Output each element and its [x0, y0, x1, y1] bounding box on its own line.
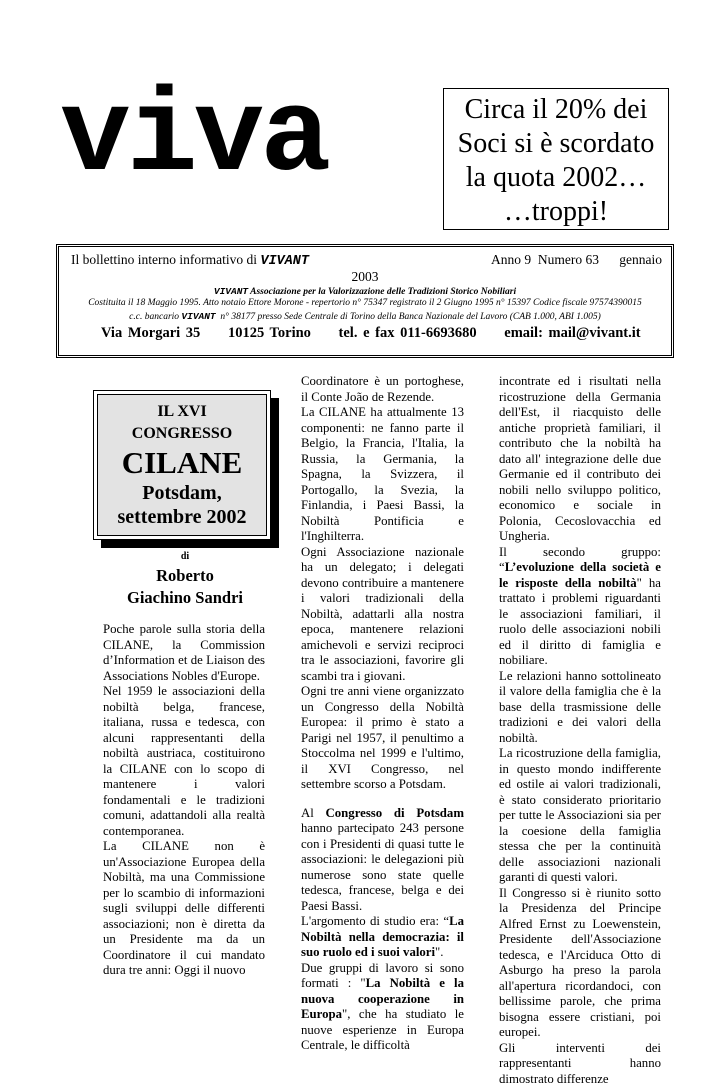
congress-line: Potsdam, [98, 481, 266, 505]
congress-line: CONGRESSO [98, 423, 266, 445]
congress-title-box [93, 390, 271, 540]
masthead-title: viva [60, 80, 327, 198]
article-column-1 [103, 622, 265, 979]
byline-di: di [100, 551, 270, 562]
paragraph: Il secondo gruppo: “L’evoluzione della società e le risposte della nobiltà" ha trattato i problemi riguardanti le associazioni familiari, il ruolo delle associazioni nobili ed il diritto di famiglia e nobiliare. [499, 545, 661, 669]
paragraph: Poche parole sulla storia della CILANE, la Commission d’Information et de Liaison des Associations Nobles d'Europe. [103, 622, 265, 684]
info-header-row [67, 249, 663, 267]
email: email: mail@vivant.it [504, 325, 640, 341]
headline-box [443, 88, 669, 230]
author-name: Roberto Giachino Sandri [100, 565, 270, 609]
congress-title: CILANE [98, 445, 266, 481]
article-column-2 [301, 374, 464, 1054]
headline-line: …troppi! [444, 195, 668, 229]
info-box [56, 244, 674, 358]
paragraph: Due gruppi di lavoro si sono formati : "La Nobiltà e la nuova cooperazione in Europa", che ha studiato le nuove esperienze in Europa Centrale, le difficoltà [301, 961, 464, 1054]
article-column-3 [499, 374, 661, 1087]
congress-line: settembre 2002 [98, 505, 266, 529]
paragraph: Nel 1959 le associazioni della nobiltà belga, francese, italiana, russa e tedesca, con alcuni rappresentanti della nobiltà austriaca, costituirono la CILANE con lo scopo di mantenere i valori fondamentali e le tradizioni comuni, adattandoli alla realtà contemporanea. [103, 684, 265, 839]
paragraph: Il Congresso si è riunito sotto la Presidenza del Principe Alfred Ernst zu Loewenstein, Presidente dell'Associazione tedesca, e l'Arciduca Otto di Asburgo ha preso la parola all'apertura ricordandoci, con bellissime parole, che prima bisogna essere cristiani, poi europei. [499, 886, 661, 1041]
issue-info: Anno 9 Numero 63 gennaio [491, 252, 662, 268]
issue-year: 2003 [67, 269, 663, 285]
paragraph: L'argomento di studio era: “La Nobiltà nella democrazia: il suo ruolo ed i suoi valori". [301, 914, 464, 961]
city: 10125 Torino [228, 325, 311, 341]
paragraph: Gli interventi dei rappresentanti hanno dimostrato differenze [499, 1041, 661, 1087]
bulletin-label: Il bollettino interno informativo di VIVANT [71, 252, 309, 269]
phone: tel. e fax 011-6693680 [339, 325, 477, 341]
headline-line: Soci si è scordato [444, 127, 668, 161]
bank-info: c.c. bancario VIVANT n° 38177 presso Sede Centrale di Torino della Banca Nazionale del Lavoro (CAB 1.000, ABI 1.005) [67, 311, 663, 322]
headline-line: Circa il 20% dei [444, 93, 668, 127]
address: Via Morgari 35 [101, 325, 200, 341]
paragraph: Ogni Associazione nazionale ha un delegato; i delegati devono contribuire a mantenere i valori tradizionali della Nobiltà, adattarli alla nostra epoca, mantenere relazioni amichevoli e servizi reciproci tra le associazioni, favorire gli scambi tra i giovani. [301, 545, 464, 685]
legal-info: Costituita il 18 Maggio 1995. Atto notaio Ettore Morone - repertorio n° 75347 registrato il 2 Giugno 1995 n° 15397 Codice fiscale 97574390015 [67, 297, 663, 310]
paragraph: La CILANE ha attualmente 13 componenti: ne fanno parte il Belgio, la Francia, l'Italia, la Russia, la Germania, la Spagna, la Svizzera, il Portogallo, la Svezia, la Finlandia, i Paesi Bassi, la Nobiltà Pontificia e l'Inghilterra. [301, 405, 464, 545]
paragraph: incontrate ed i risultati nella ricostruzione della Germania dell'Est, il riacquisto delle antiche proprietà familiari, il contributo che la nobiltà ha dato all' integrazione delle due Germanie ed il contributo dei nobili nello sviluppo politico, economico e sociale in Polonia, Cecoslovacchia ed Ungheria. [499, 374, 661, 545]
paragraph: Ogni tre anni viene organizzato un Congresso della Nobiltà Europea: il primo è stato a Parigi nel 1957, il penultimo a Stoccolma nel 1999 e l'ultimo, il XVI Congresso, nel settembre scorso a Potsdam. [301, 684, 464, 793]
paragraph: Coordinatore è un portoghese, il Conte João de Rezende. [301, 374, 464, 405]
headline-line: la quota 2002… [444, 161, 668, 195]
bulletin-name: VIVANT [260, 254, 309, 269]
paragraph: Al Congresso di Potsdam hanno partecipato 243 persone con i Presidenti di quasi tutte le associazioni: le delegazioni più numerose sono state quelle tedesca, francese, belga e dei Paesi Bassi. [301, 806, 464, 915]
association-line: VIVANT Associazione per la Valorizzazione delle Tradizioni Storico Nobiliari [67, 286, 663, 297]
paragraph: La CILANE non è un'Associazione Europea della Nobiltà, ma una Commissione per lo scambio di informazioni sugli sviluppi delle differenti associazioni; non è diretta da un Presidente ma da un Coordinatore il cui mandato dura tre anni: Oggi il nuovo [103, 839, 265, 979]
congress-line: IL XVI [98, 401, 266, 423]
contact-row [67, 325, 663, 342]
paragraph: Le relazioni hanno sottolineato il valore della famiglia che è la base della trasmissione delle tradizioni e dei valori della nobiltà. [499, 669, 661, 747]
paragraph: La ricostruzione della famiglia, in questo mondo indifferente ed ostile ai valori tradizionali, è stato considerato prioritario per tutte le Associazioni sia per la coesione della famiglia stessa che per la continuità delle associazioni nazionali garanti di questi valori. [499, 746, 661, 886]
